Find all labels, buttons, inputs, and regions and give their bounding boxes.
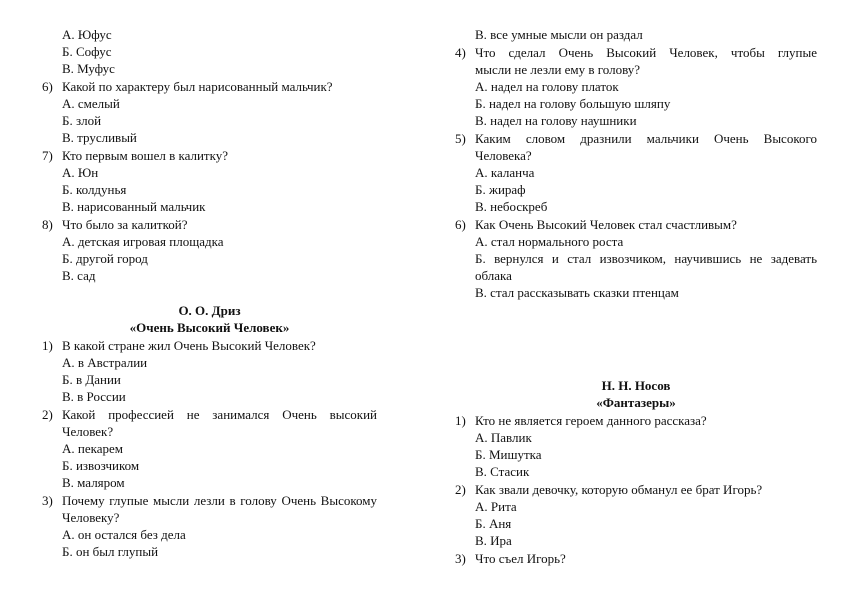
question-number: 7) [42,148,53,163]
question-text: В какой стране жил Очень Высокий Человек? [62,338,316,353]
question-3 [42,492,377,509]
answer-option: А. стал нормального роста [475,234,624,249]
question-6 [42,78,377,95]
question-2 [455,481,817,498]
answer-option: Б. надел на голову большую шляпу [475,96,671,111]
story-title: «Очень Высокий Человек» [129,320,290,335]
question-number: 5) [455,131,466,146]
question-text-continued: Человек? [62,424,114,439]
question-text-continued: Человека? [475,148,532,163]
question-8 [42,216,377,233]
answer-option: А. Юн [62,165,99,180]
question-number: 3) [42,493,53,508]
story-title: «Фантазеры» [596,395,676,410]
answer-option: А. пекарем [62,441,124,456]
question-7 [42,147,377,164]
author-heading: О. О. Дриз [178,303,241,318]
answer-option: В. в России [62,389,126,404]
question-2 [42,406,377,423]
answer-option: В. Муфус [62,61,115,76]
answer-option: Б. Аня [475,516,512,531]
question-number: 8) [42,217,53,232]
answer-option: В. сад [62,268,96,283]
question-4 [455,44,817,61]
answer-option: В. стал рассказывать сказки птенцам [475,285,679,300]
answer-option: В. надел на голову наушники [475,113,637,128]
question-number: 2) [455,482,466,497]
answer-option: Б. вернулся и стал извозчиком, научившись не задевать [475,251,817,266]
question-text: Что было за калиткой? [62,217,188,232]
question-text-continued: мысли не лезли ему в голову? [475,62,641,77]
question-number: 6) [455,217,466,232]
answer-option: В. нарисованный мальчик [62,199,206,214]
answer-option: А. детская игровая площадка [62,234,224,249]
question-6 [455,216,817,233]
question-text: Каким словом дразнили мальчики Очень Высокого [475,131,817,146]
question-1 [455,412,817,429]
question-text: Какой по характеру был нарисованный мальчик? [62,79,333,94]
answer-option-continued: облака [475,268,512,283]
answer-option: Б. жираф [475,182,526,197]
question-text: Как звали девочку, которую обманул ее брат Игорь? [475,482,763,497]
question-number: 1) [42,338,53,353]
answer-option: А. в Австралии [62,355,148,370]
answer-option: В. небоскреб [475,199,548,214]
answer-option: В. трусливый [62,130,137,145]
question-text: Почему глупые мысли лезли в голову Очень Высокому [62,493,377,508]
question-text-continued: Человеку? [62,510,120,525]
question-text: Что съел Игорь? [475,551,566,566]
question-text: Что сделал Очень Высокий Человек, чтобы глупые [475,45,817,60]
question-3 [455,550,817,567]
question-text: Кто не является героем данного рассказа? [475,413,707,428]
question-number: 6) [42,79,53,94]
answer-option: В. маляром [62,475,125,490]
answer-option: Б. Мишутка [475,447,542,462]
question-number: 3) [455,551,466,566]
question-5 [455,130,817,147]
answer-option: А. Рита [475,499,517,514]
answer-option: Б. он был глупый [62,544,159,559]
answer-option: А. надел на голову платок [475,79,619,94]
question-text: Какой профессией не занимался Очень высокий [62,407,377,422]
author-heading: Н. Н. Носов [601,378,671,393]
answer-option: А. он остался без дела [62,527,186,542]
answer-option: Б. в Дании [62,372,121,387]
answer-option: В. все умные мысли он раздал [475,27,643,42]
answer-option: Б. извозчиком [62,458,140,473]
answer-option: Б. другой город [62,251,148,266]
answer-option: А. каланча [475,165,535,180]
answer-option: Б. колдунья [62,182,127,197]
answer-option: В. Стасик [475,464,530,479]
answer-option: А. Павлик [475,430,532,445]
question-number: 1) [455,413,466,428]
question-text: Как Очень Высокий Человек стал счастливым? [475,217,737,232]
answer-option: Б. Софус [62,44,112,59]
question-1 [42,337,377,354]
question-number: 2) [42,407,53,422]
answer-option: В. Ира [475,533,512,548]
answer-option: А. смелый [62,96,120,111]
answer-option: А. Юфус [62,27,112,42]
question-text: Кто первым вошел в калитку? [62,148,228,163]
question-number: 4) [455,45,466,60]
answer-option: Б. злой [62,113,102,128]
